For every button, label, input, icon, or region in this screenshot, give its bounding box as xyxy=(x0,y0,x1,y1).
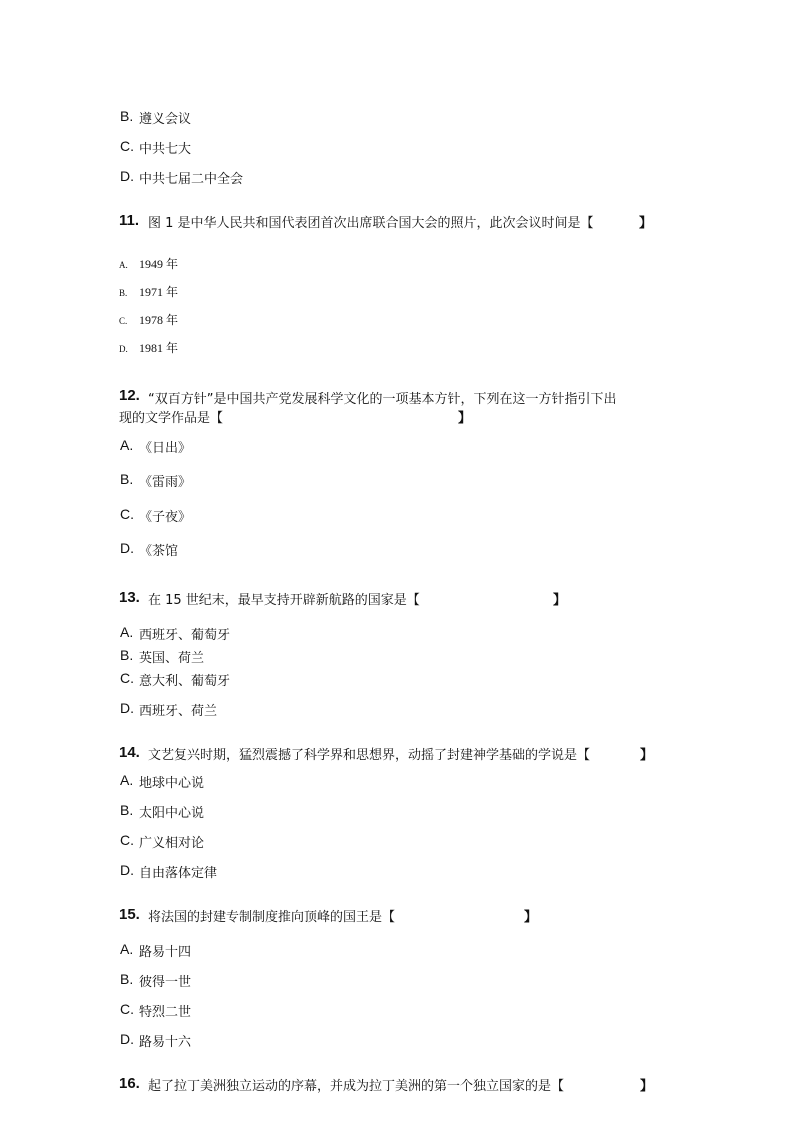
option-text: 遵义会议 xyxy=(139,112,192,127)
option-text: 1978 年 xyxy=(139,313,179,327)
option-letter: B. xyxy=(120,471,134,487)
option-letter: C. xyxy=(120,670,134,686)
option-letter: C. xyxy=(120,832,134,848)
option-letter: C. xyxy=(119,316,128,326)
option-letter: C. xyxy=(120,506,134,522)
answer-bracket-close: 】 xyxy=(458,411,472,426)
question-text: 现的文学作品是【 xyxy=(119,411,224,426)
answer-bracket-close: 】 xyxy=(640,748,654,763)
option-text: 西班牙、葡萄牙 xyxy=(139,628,231,643)
option-text: 《子夜》 xyxy=(139,510,192,525)
question-text: 起了拉丁美洲独立运动的序幕，并成为拉丁美洲的第一个独立国家的是【 xyxy=(148,1079,565,1094)
option-letter: B. xyxy=(119,288,128,298)
option-text: 中共七届二中全会 xyxy=(139,172,244,187)
option-text: 1981 年 xyxy=(139,341,179,355)
option-text: 中共七大 xyxy=(139,142,192,157)
option-letter: C. xyxy=(120,138,134,154)
option-letter: B. xyxy=(120,108,134,124)
option-letter: B. xyxy=(120,647,134,663)
option-text: 路易十六 xyxy=(139,1035,192,1050)
option-text: 彼得一世 xyxy=(139,975,192,990)
option-letter: A. xyxy=(120,437,134,453)
option-text: 《茶馆 xyxy=(139,544,179,559)
question-text: 文艺复兴时期，猛烈震撼了科学界和思想界，动摇了封建神学基础的学说是【 xyxy=(148,748,591,763)
option-letter: D. xyxy=(119,344,128,354)
option-letter: D. xyxy=(120,540,134,556)
option-letter: D. xyxy=(120,862,134,878)
question-number: 14. xyxy=(119,744,140,761)
option-text: 地球中心说 xyxy=(139,776,205,791)
option-text: 西班牙、荷兰 xyxy=(139,704,218,719)
option-letter: B. xyxy=(120,971,134,987)
question-number: 16. xyxy=(119,1075,140,1092)
answer-bracket-close: 】 xyxy=(553,593,567,608)
question-number: 15. xyxy=(119,906,140,923)
option-letter: C. xyxy=(120,1001,134,1017)
question-number: 12. xyxy=(119,387,140,404)
option-letter: D. xyxy=(120,700,134,716)
option-text: 1971 年 xyxy=(139,285,179,299)
question-text: 图 1 是中华人民共和国代表团首次出席联合国大会的照片，此次会议时间是【 xyxy=(148,216,594,231)
question-number: 13. xyxy=(119,589,140,606)
option-text: 《雷雨》 xyxy=(139,475,192,490)
option-text: 自由落体定律 xyxy=(139,866,218,881)
option-letter: D. xyxy=(120,1031,134,1047)
option-text: 特烈二世 xyxy=(139,1005,192,1020)
option-letter: D. xyxy=(120,168,134,184)
question-number: 11. xyxy=(119,212,140,229)
option-text: 太阳中心说 xyxy=(139,806,205,821)
option-text: 意大利、葡萄牙 xyxy=(139,674,231,689)
option-text: 1949 年 xyxy=(139,257,179,271)
option-letter: B. xyxy=(120,802,134,818)
option-letter: A. xyxy=(120,624,134,640)
question-text: 将法国的封建专制制度推向顶峰的国王是【 xyxy=(148,910,396,925)
option-text: 英国、荷兰 xyxy=(139,651,205,666)
option-letter: A. xyxy=(119,260,128,270)
option-text: 《日出》 xyxy=(139,441,192,456)
option-text: 路易十四 xyxy=(139,945,192,960)
answer-bracket-close: 】 xyxy=(639,216,653,231)
answer-bracket-close: 】 xyxy=(640,1079,654,1094)
option-text: 广义相对论 xyxy=(139,836,205,851)
question-text: “双百方针”是中国共产党发展科学文化的一项基本方针，下列在这一方针指引下出 xyxy=(148,392,617,407)
answer-bracket-close: 】 xyxy=(524,910,538,925)
option-letter: A. xyxy=(120,772,134,788)
option-letter: A. xyxy=(120,941,134,957)
question-text: 在 15 世纪末，最早支持开辟新航路的国家是【 xyxy=(148,593,420,608)
